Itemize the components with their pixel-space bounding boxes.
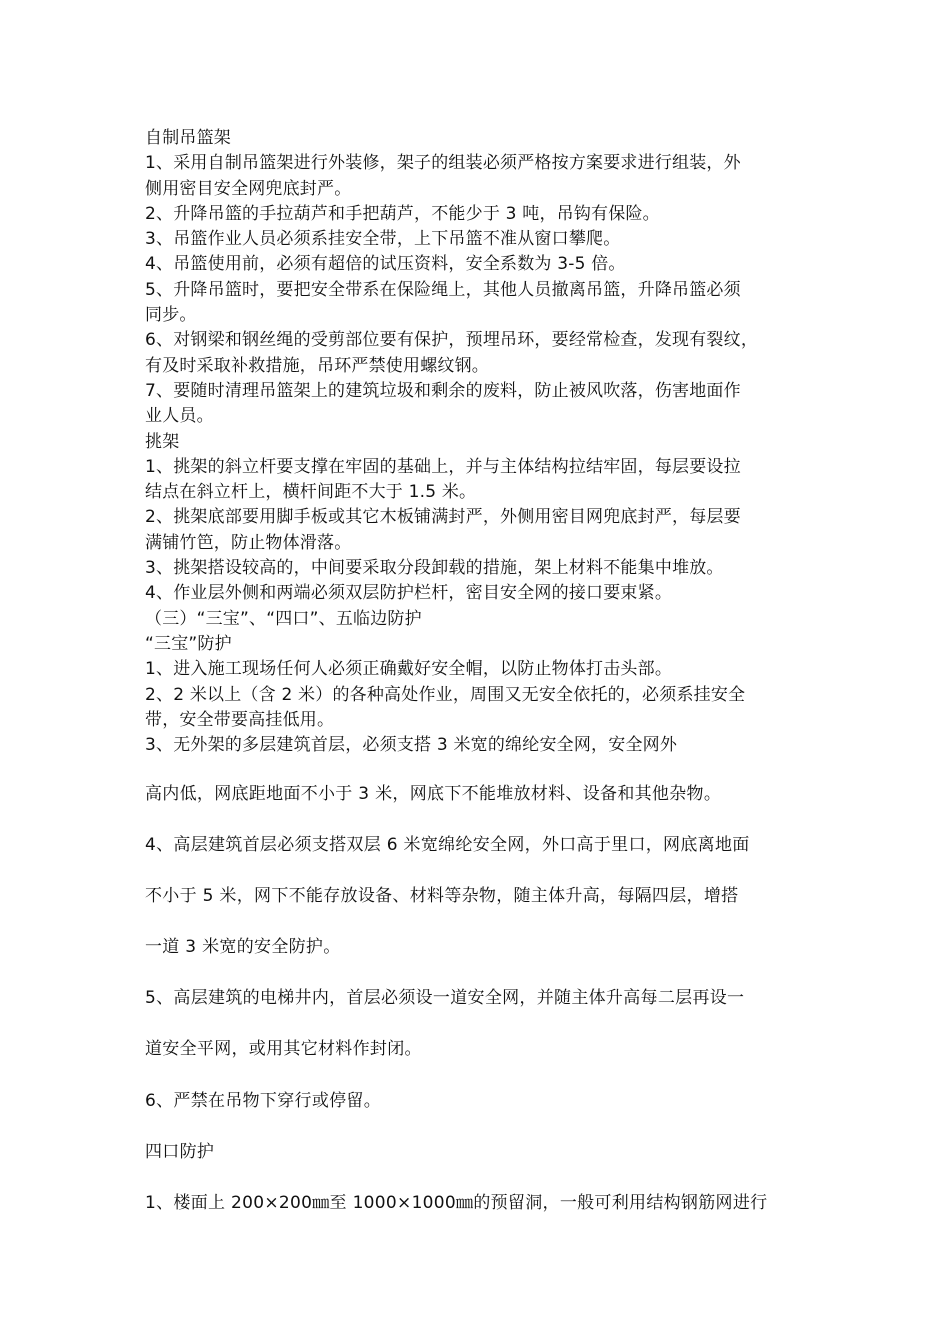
section-heading: 挑架	[145, 431, 180, 452]
text-line: 1、进入施工现场任何人必须正确戴好安全帽，以防止物体打击头部。	[145, 659, 673, 680]
text-line: 3、挑架搭设较高的，中间要采取分段卸载的措施，架上材料不能集中堆放。	[145, 558, 724, 579]
text-line: 6、严禁在吊物下穿行或停留。	[145, 1090, 382, 1111]
text-line: 2、挑架底部要用脚手板或其它木板铺满封严，外侧用密目网兜底封严，每层要	[145, 507, 741, 528]
document-section-top	[145, 126, 825, 758]
text-line: 一道 3 米宽的安全防护。	[145, 937, 341, 958]
text-line: 结点在斜立杆上，横杆间距不大于 1.5 米。	[145, 482, 477, 503]
text-line: 5、升降吊篮时，要把安全带系在保险绳上，其他人员撤离吊篮，升降吊篮必须	[145, 279, 741, 300]
text-line: 同步。	[145, 305, 197, 326]
text-line: 侧用密目安全网兜底封严。	[145, 178, 352, 199]
text-line: 5、高层建筑的电梯井内，首层必须设一道安全网，并随主体升高每二层再设一	[145, 988, 745, 1009]
section-heading: 自制吊篮架	[145, 128, 231, 148]
text-line: 4、作业层外侧和两端必须双层防护栏杆，密目安全网的接口要束紧。	[145, 583, 673, 604]
section-heading: “三宝”防护	[145, 633, 232, 654]
text-line: 6、对钢梁和钢丝绳的受剪部位要有保护，预埋吊环，要经常检查，发现有裂纹，	[145, 330, 759, 351]
document-section-bottom	[145, 782, 825, 1242]
text-line: 2、2 米以上（含 2 米）的各种高处作业，周围又无安全依托的，必须系挂安全	[145, 684, 746, 705]
text-line: 4、高层建筑首层必须支搭双层 6 米宽绵纶安全网，外口高于里口，网底离地面	[145, 835, 750, 856]
text-line: 1、采用自制吊篮架进行外装修，架子的组装必须严格按方案要求进行组装，外	[145, 153, 741, 174]
text-line: 高内低，网底距地面不小于 3 米，网底下不能堆放材料、设备和其他杂物。	[145, 784, 722, 804]
text-line: 不小于 5 米，网下不能存放设备、材料等杂物，随主体升高，每隔四层，增搭	[145, 886, 739, 907]
text-line: 有及时采取补救措施，吊环严禁使用螺纹钢。	[145, 355, 489, 376]
text-line: 1、楼面上 200×200㎜至 1000×1000㎜的预留洞，一般可利用结构钢筋网进行	[145, 1192, 768, 1213]
text-line: 2、升降吊篮的手拉葫芦和手把葫芦，不能少于 3 吨，吊钩有保险。	[145, 203, 660, 224]
text-line: 4、吊篮使用前，必须有超倍的试压资料，安全系数为 3-5 倍。	[145, 254, 626, 275]
text-line: 道安全平网，或用其它材料作封闭。	[145, 1039, 422, 1060]
text-line: 3、无外架的多层建筑首层，必须支搭 3 米宽的绵纶安全网，安全网外	[145, 735, 678, 756]
text-line: 7、要随时清理吊篮架上的建筑垃圾和剩余的废料，防止被风吹落，伤害地面作	[145, 380, 741, 401]
text-line: 带，安全带要高挂低用。	[145, 709, 335, 730]
text-line: 1、挑架的斜立杆要支撑在牢固的基础上，并与主体结构拉结牢固，每层要设拉	[145, 456, 741, 477]
text-line: 满铺竹笆，防止物体滑落。	[145, 532, 352, 553]
text-line: 业人员。	[145, 406, 214, 427]
section-heading: 四口防护	[145, 1141, 215, 1162]
section-heading: （三）“三宝”、“四口”、五临边防护	[145, 608, 422, 629]
text-line: 3、吊篮作业人员必须系挂安全带，上下吊篮不准从窗口攀爬。	[145, 229, 621, 250]
